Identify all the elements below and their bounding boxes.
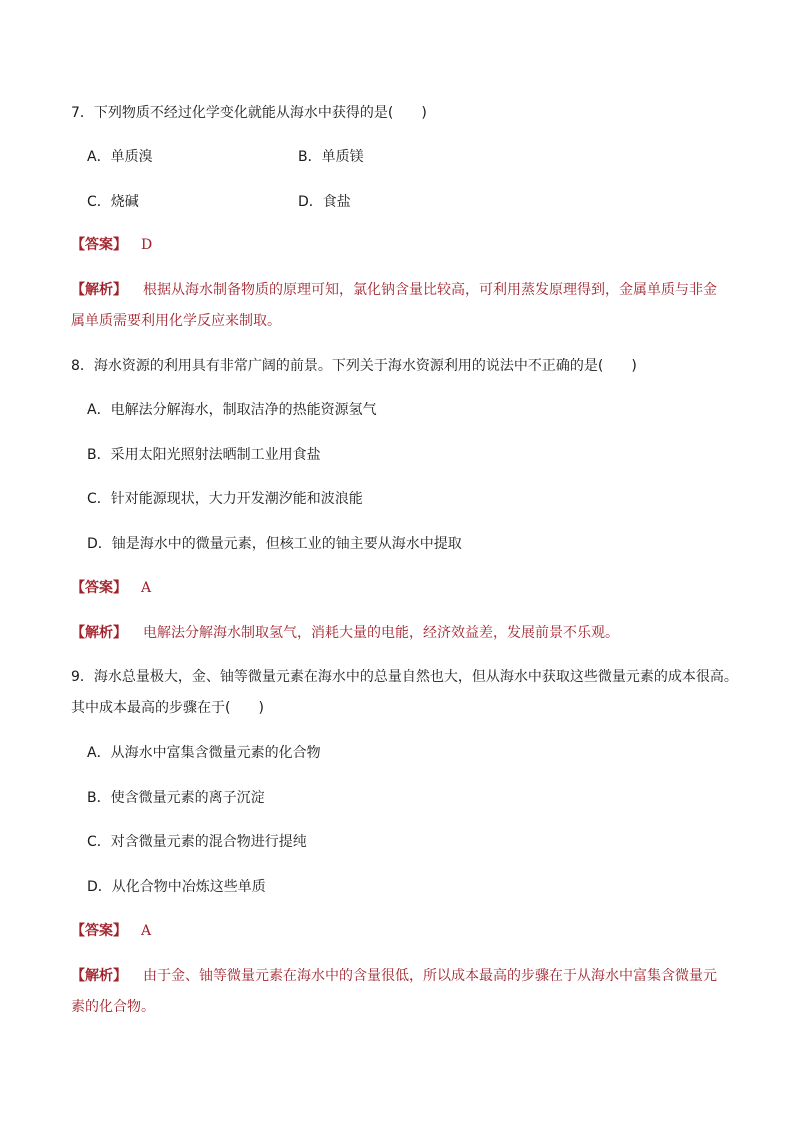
q8-option-a: A．电解法分解海水，制取洁净的热能资源氢气 xyxy=(87,402,377,418)
q8-stem: 8．海水资源的利用具有非常广阔的前景。下列关于海水资源利用的说法中不正确的是( ) xyxy=(71,358,637,374)
q9-stem-cont: 其中成本最高的步骤在于( ) xyxy=(71,700,264,716)
q7-explain-row xyxy=(71,280,717,300)
q9-explain-row xyxy=(71,966,717,986)
q7-stem: 7．下列物质不经过化学变化就能从海水中获得的是( ) xyxy=(71,105,427,121)
q7-option-d: D．食盐 xyxy=(298,194,351,210)
q8-answer-row xyxy=(71,578,151,598)
q9-explain-text: 由于金、铀等微量元素在海水中的含量很低，所以成本最高的步骤在于从海水中富集含微量元 xyxy=(143,968,717,984)
q8-explain-text: 电解法分解海水制取氢气，消耗大量的电能，经济效益差，发展前景不乐观。 xyxy=(143,625,619,641)
q8-explain-tag: 【解析】 xyxy=(71,625,127,641)
q7-option-c: C．烧碱 xyxy=(87,194,139,210)
q7-explain-text: 根据从海水制备物质的原理可知，氯化钠含量比较高，可利用蒸发原理得到，金属单质与非金 xyxy=(143,282,717,298)
q7-option-a: A．单质溴 xyxy=(87,149,153,165)
q9-option-b: B．使含微量元素的离子沉淀 xyxy=(87,790,265,806)
q9-answer-tag: 【答案】 xyxy=(71,923,127,939)
q7-answer: D xyxy=(141,237,153,253)
q9-answer: A xyxy=(141,923,152,939)
q9-stem: 9．海水总量极大，金、铀等微量元素在海水中的总量自然也大，但从海水中获取这些微量元素的成本很高。 xyxy=(71,669,738,685)
q7-answer-row xyxy=(71,235,152,255)
q7-answer-tag: 【答案】 xyxy=(71,237,127,253)
q8-option-d: D．铀是海水中的微量元素，但核工业的铀主要从海水中提取 xyxy=(87,536,462,552)
q7-explain-tag: 【解析】 xyxy=(71,282,127,298)
q9-answer-row xyxy=(71,921,151,941)
q8-explain-row xyxy=(71,623,619,643)
q7-explain-text-cont: 属单质需要利用化学反应来制取。 xyxy=(71,313,281,329)
q9-explain-text-cont: 素的化合物。 xyxy=(71,999,155,1015)
q7-option-b: B．单质镁 xyxy=(298,149,364,165)
q9-option-a: A．从海水中富集含微量元素的化合物 xyxy=(87,745,321,761)
q8-option-b: B．采用太阳光照射法晒制工业用食盐 xyxy=(87,447,321,463)
q9-explain-tag: 【解析】 xyxy=(71,968,127,984)
q9-option-d: D．从化合物中冶炼这些单质 xyxy=(87,879,266,895)
q8-answer-tag: 【答案】 xyxy=(71,580,127,596)
q8-answer: A xyxy=(141,580,152,596)
q9-option-c: C．对含微量元素的混合物进行提纯 xyxy=(87,834,307,850)
q8-option-c: C．针对能源现状，大力开发潮汐能和波浪能 xyxy=(87,491,363,507)
